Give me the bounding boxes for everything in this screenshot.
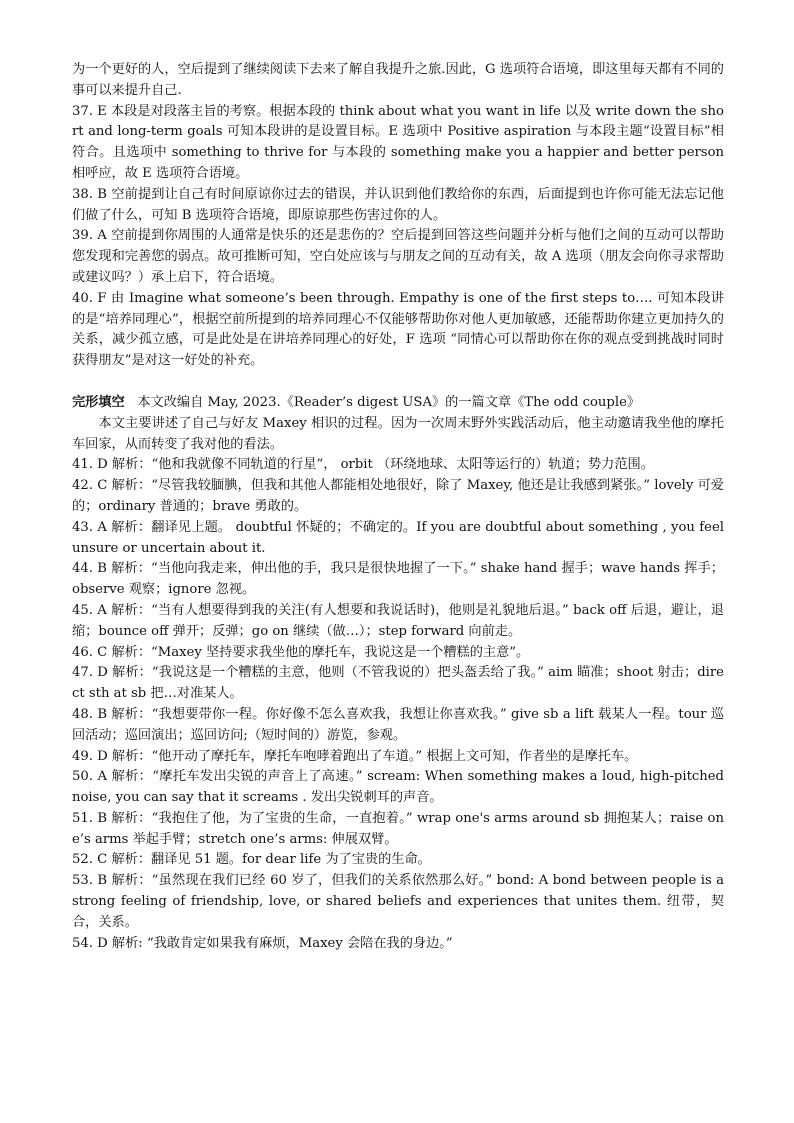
- answer-46: 46. C 解析：“Maxey 坚持要求我坐他的摩托车，我说这是一个糟糕的主意”。: [72, 644, 530, 660]
- answer-50: 50. A 解析：“摩托车发出尖锐的声音上了高速。” scream: When something makes a loud, high-pitched noise, you can say that it screams . 发出尖锐刺耳的声音。: [72, 769, 724, 806]
- answer-48: 48. B 解析：“我想要带你一程。你好像不怎么喜欢我，我想让你喜欢我。” give sb a lift 载某人一程。tour 巡回活动；巡回演出；巡回访问;（短时间的）游览，参观。: [72, 706, 724, 743]
- answer-47: 47. D 解析：“我说这是一个糟糕的主意，他则（不管我说的）把头盔丢给了我。” aim 瞄准；shoot 射击；direct sth at sb 把…对准某人。: [72, 665, 724, 702]
- answer-42: 42. C 解析：“尽管我较腼腆，但我和其他人都能相处地很好，除了 Maxey, 他还是让我感到紧张。” lovely 可爱的；ordinary 普通的；brave 勇敢的。: [72, 478, 724, 514]
- cloze-title: 完形填空: [72, 394, 125, 410]
- answer-37: 37. E 本段是对段落主旨的考察。根据本段的 think about what you want in life 以及 write down the short and long-term goals 可知本段讲的是设置目标。E 选项中 Positive aspiration 与本段主题“设置目标”相符合。且选项中 something to thrive for 与本段的 something make you a happier and better person 相呼应，故 E 选项符合语境。: [72, 103, 724, 181]
- cloze-summary: 本文主要讲述了自己与好友 Maxey 相识的过程。因为一次周末野外实践活动后，他主动邀请我坐他的摩托车回家，从而转变了我对他的看法。: [72, 415, 724, 452]
- answer-52: 52. C 解析：翻译见 51 题。for dear life 为了宝贵的生命。: [72, 852, 431, 868]
- answer-43: 43. A 解析：翻译见上题。 doubtful 怀疑的；不确定的。If you are doubtful about something , you feel unsure or uncertain about it.: [72, 519, 724, 556]
- answer-41: 41. D 解析：“他和我就像不同轨道的行星”， orbit （环绕地球、太阳等运行的）轨道；势力范围。: [72, 457, 654, 473]
- answer-49: 49. D 解析：“他开动了摩托车，摩托车咆哮着跑出了车道。” 根据上文可知，作者坐的是摩托车。: [72, 748, 638, 764]
- cloze-heading: [72, 393, 724, 414]
- document-page: [72, 60, 724, 954]
- answer-39: 39. A 空前提到你周围的人通常是快乐的还是悲伤的？空后提到回答这些问题并分析与他们之间的互动可以帮助您发现和完善您的弱点。故可推断可知，空白处应该与与朋友之间的互动有关，故 A 选项（朋友会向你寻求帮助或建议吗？）承上启下，符合语境。: [72, 228, 724, 285]
- answer-53: 53. B 解析：“虽然现在我们已经 60 岁了，但我们的关系依然那么好。” bond: A bond between people is a strong feeling of friendship, love, or shared beliefs and experiences that unites them. 纽带，契合，关系。: [72, 873, 724, 930]
- answer-54: 54. D 解析: “我敢肯定如果我有麻烦，Maxey 会陪在我的身边。”: [72, 935, 453, 951]
- answer-40: 40. F 由 Imagine what someone’s been through. Empathy is one of the first steps to…. 可知本段讲的是“培养同理心”，根据空前所提到的培养同理心不仅能够帮助你对他人更加敏感，还能帮助你建立更加持久的关系，减少孤立感，可是此处是在讲培养同理心的好处，F 选项 “同情心可以帮助你在你的观点受到挑战时同时获得朋友”是对这一好处的补充。: [72, 290, 724, 369]
- answer-51: 51. B 解析：“我抱住了他，为了宝贵的生命，一直抱着。” wrap one's arms around sb 拥抱某人；raise one’s arms 举起手臂；stretch one’s arms: 伸展双臂。: [72, 810, 724, 847]
- answer-paragraph: 为一个更好的人，空后提到了继续阅读下去来了解自我提升之旅.因此，G 选项符合语境，即这里每天都有不同的事可以来提升自己.: [72, 62, 724, 98]
- section-gap: [72, 372, 724, 393]
- cloze-source: 本文改编自 May, 2023.《Reader’s digest USA》的一篇文章《The odd couple》: [137, 394, 641, 410]
- answer-38: 38. B 空前提到让自己有时间原谅你过去的错误，并认识到他们教给你的东西，后面提到也许你可能无法忘记他们做了什么，可知 B 选项符合语境，即原谅那些伤害过你的人。: [72, 186, 724, 223]
- answer-45: 45. A 解析：“当有人想要得到我的关注(有人想要和我说话时)，他则是礼貌地后退。” back off 后退，避让，退缩；bounce off 弹开；反弹；go on 继续（做…）；step forward 向前走。: [72, 602, 724, 639]
- answer-44: 44. B 解析：“当他向我走来，伸出他的手，我只是很快地握了一下。” shake hand 握手；wave hands 挥手；observe 观察；ignore 忽视。: [72, 561, 724, 598]
